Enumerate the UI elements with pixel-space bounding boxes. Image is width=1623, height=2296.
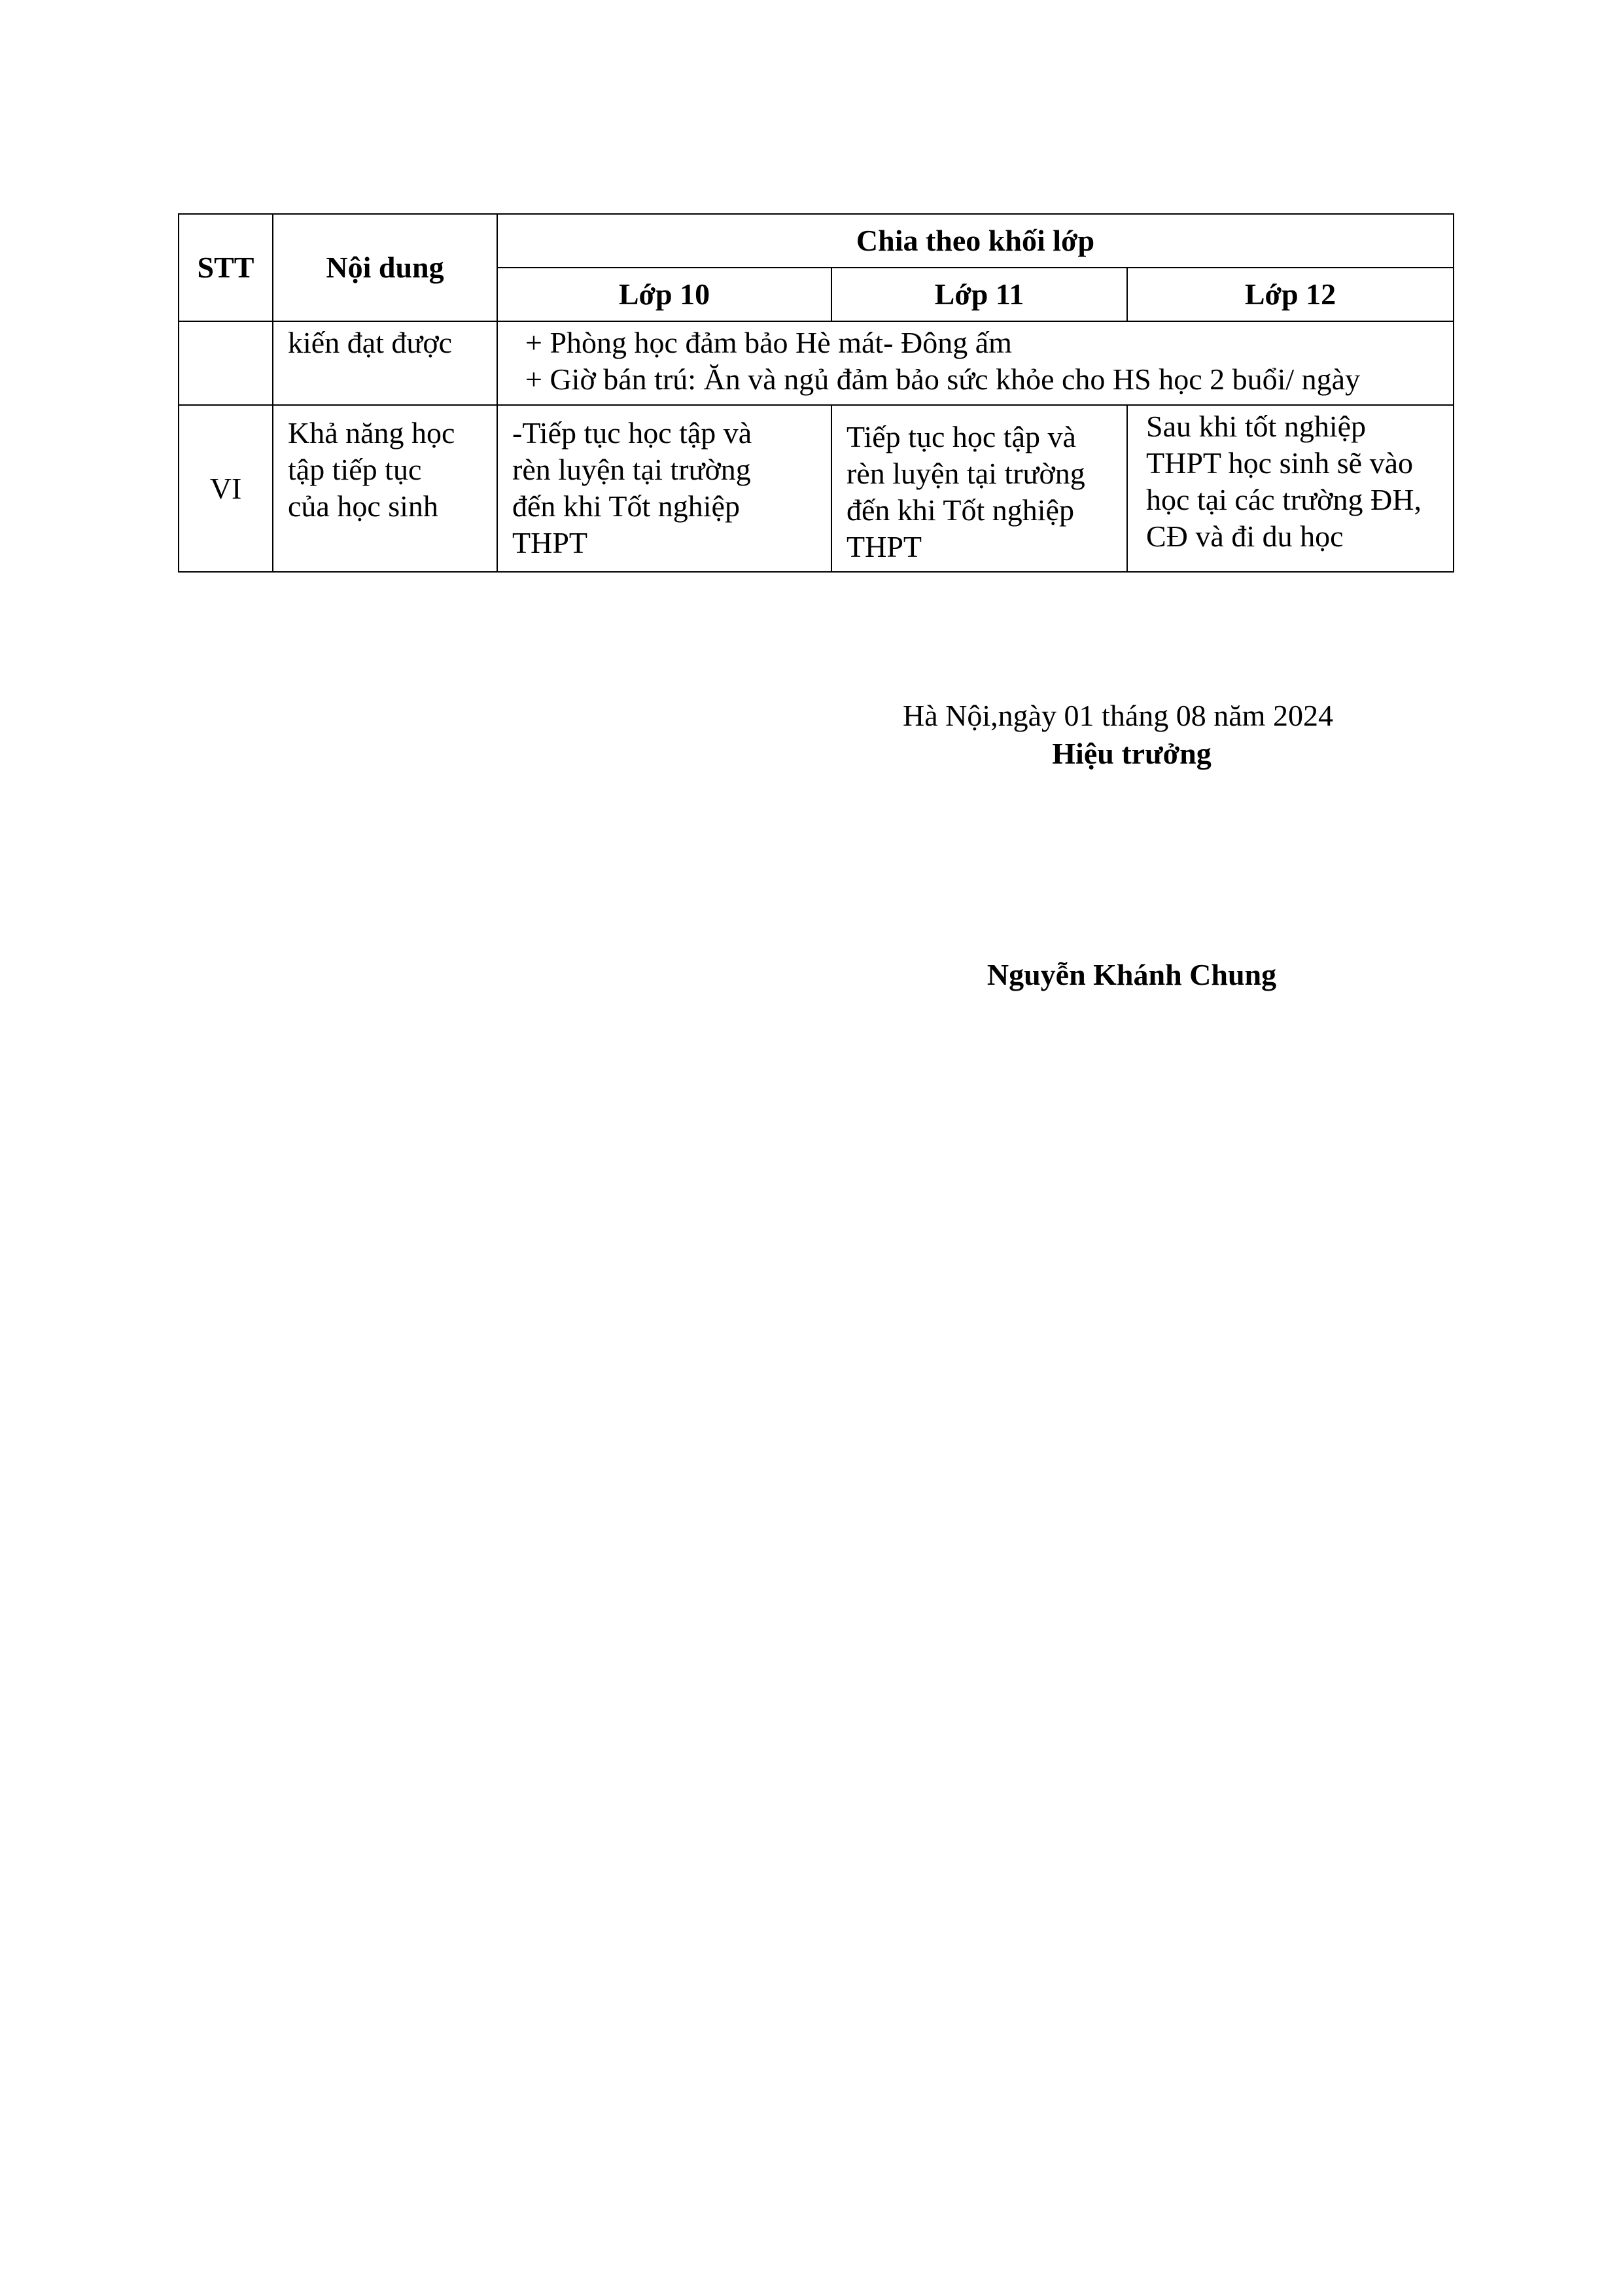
header-lop-11: Lớp 11 xyxy=(831,268,1127,321)
text-line: Khả năng học xyxy=(288,416,455,450)
text-line: THPT xyxy=(846,530,922,563)
header-lop-12: Lớp 12 xyxy=(1127,268,1454,321)
text-line: THPT xyxy=(512,526,587,559)
content-line: + Giờ bán trú: Ăn và ngủ đảm bảo sức khỏe cho HS học 2 buổi/ ngày xyxy=(525,362,1361,396)
header-chia-theo-khoi-lop: Chia theo khối lớp xyxy=(497,214,1454,268)
cell-stt-vi: VI xyxy=(179,405,273,572)
text-line: THPT học sinh sẽ vào xyxy=(1146,446,1414,480)
text-line: CĐ và đi du học xyxy=(1146,520,1344,553)
cell-noi-dung-continuation: kiến đạt được xyxy=(273,321,497,405)
text-line: rèn luyện tại trường xyxy=(846,457,1085,490)
cell-merged-content xyxy=(497,321,1454,405)
cell-noi-dung-vi xyxy=(273,405,497,572)
content-line: + Phòng học đảm bảo Hè mát- Đông ấm xyxy=(525,326,1012,359)
signature-date: Hà Nội,ngày 01 tháng 08 năm 2024 xyxy=(903,699,1333,732)
signature-title: Hiệu trưởng xyxy=(1052,737,1212,770)
header-stt: STT xyxy=(179,214,273,321)
signer-name: Nguyễn Khánh Chung xyxy=(986,958,1277,991)
header-lop-10: Lớp 10 xyxy=(497,268,831,321)
table-row-continuation xyxy=(179,321,1454,405)
text-line: tập tiếp tục xyxy=(288,453,422,486)
text-line: rèn luyện tại trường xyxy=(512,453,751,486)
table-row-vi xyxy=(179,405,1454,572)
cell-lop-10-vi xyxy=(497,405,831,572)
text-line: Tiếp tục học tập và xyxy=(846,420,1076,453)
text-line: đến khi Tốt nghiệp xyxy=(512,489,740,523)
header-row-top xyxy=(179,214,1454,268)
header-noi-dung: Nội dung xyxy=(273,214,497,321)
text-line: của học sinh xyxy=(288,489,438,523)
text-line: đến khi Tốt nghiệp xyxy=(846,493,1074,527)
enrollment-table xyxy=(178,213,1454,573)
cell-stt-continuation xyxy=(179,321,273,405)
text-line: -Tiếp tục học tập và xyxy=(512,416,752,450)
cell-lop-11-vi xyxy=(831,405,1127,572)
cell-lop-12-vi xyxy=(1127,405,1454,572)
text-line: học tại các trường ĐH, xyxy=(1146,483,1422,516)
text-line: Sau khi tốt nghiệp xyxy=(1146,410,1367,443)
